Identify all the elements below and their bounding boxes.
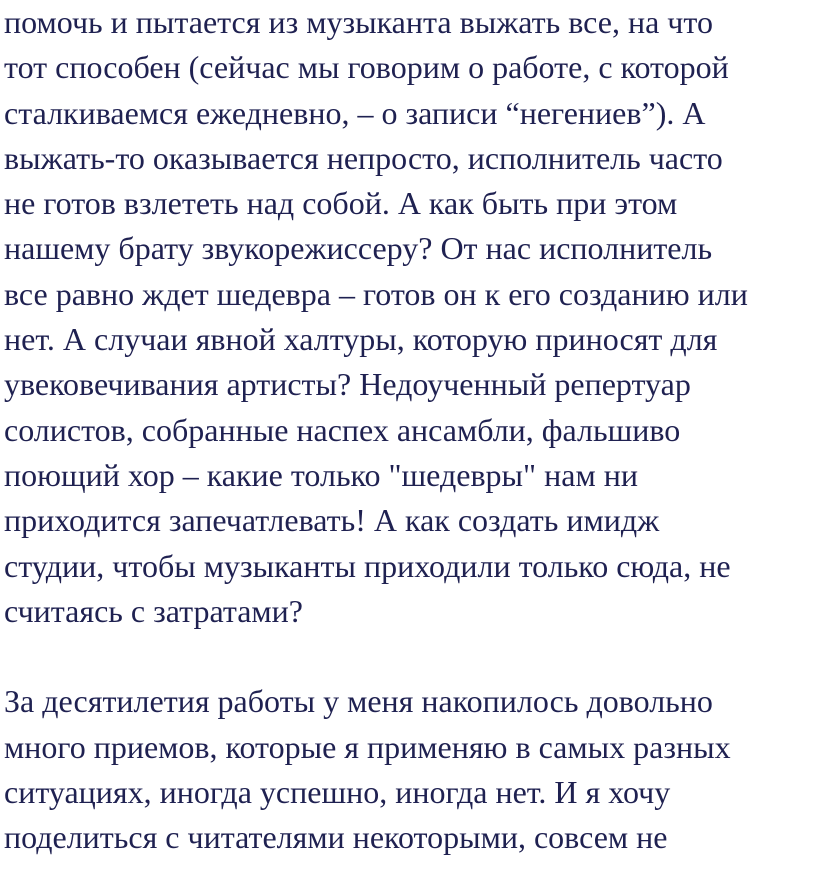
text-line: ситуациях, иногда успешно, иногда нет. И я хочу — [4, 774, 671, 811]
text-line: считаясь с затратами? — [4, 592, 303, 629]
text-line: выжать-то оказывается непросто, исполнитель часто — [4, 139, 723, 176]
text-line: все равно ждет шедевра – готов он к его созданию или — [4, 275, 748, 312]
text-line: нет. А случаи явной халтуры, которую приносят для — [4, 321, 718, 358]
text-line: поделиться с читателями некоторыми, совсем не — [4, 819, 668, 856]
text-line: помочь и пытается из музыканта выжать все, на что — [4, 4, 713, 40]
text-line: увековечивания артисты? Недоученный репертуар — [4, 366, 691, 403]
text-line: приходится запечатлевать! А как создать имидж — [4, 502, 660, 539]
text-line: не готов взлететь над собой. А как быть при этом — [4, 185, 678, 222]
paragraph-1 — [4, 0, 816, 634]
text-line: За десятилетия работы у меня накопилось довольно — [4, 683, 713, 720]
text-line: солистов, собранные наспех ансамбли, фальшиво — [4, 411, 681, 448]
text-line: поющий хор – какие только "шедевры" нам ни — [4, 456, 638, 493]
text-line: тот способен (сейчас мы говорим о работе, с которой — [4, 49, 729, 86]
text-line: много приемов, которые я применяю в самых разных — [4, 728, 731, 765]
paragraph-gap — [4, 634, 816, 679]
text-line: нашему брату звукорежиссеру? От нас исполнитель — [4, 230, 713, 267]
paragraph-2 — [4, 679, 816, 860]
text-line: студии, чтобы музыканты приходили только сюда, не — [4, 547, 731, 584]
text-line: сталкиваемся ежедневно, – о записи “негениев”). А — [4, 94, 706, 131]
